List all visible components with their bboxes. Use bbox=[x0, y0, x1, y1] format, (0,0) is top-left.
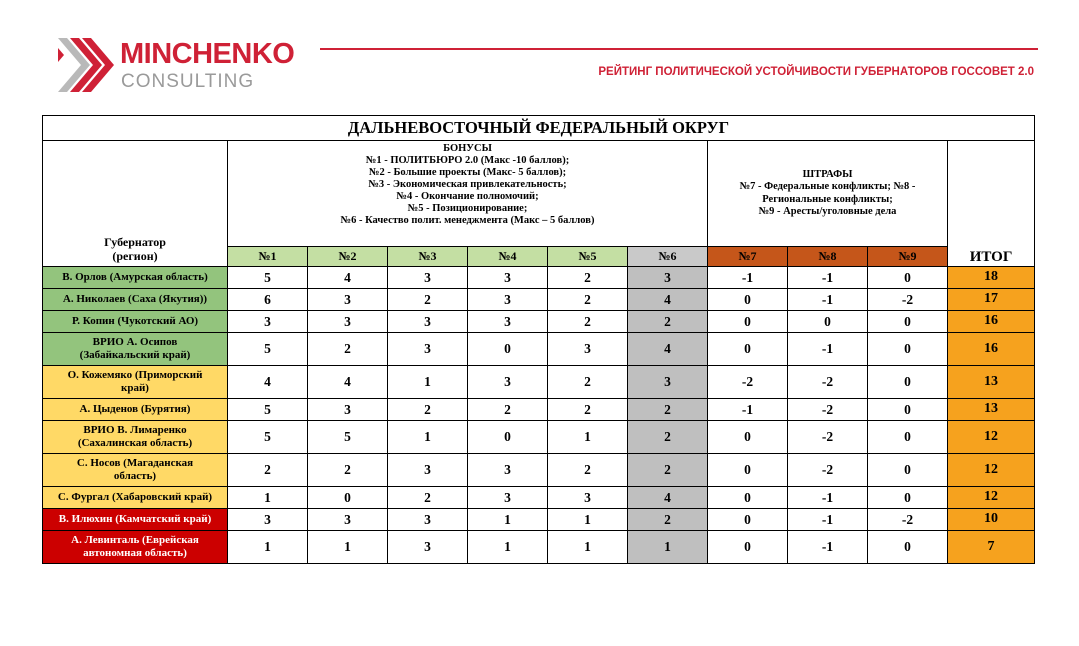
total-cell: 12 bbox=[948, 487, 1035, 509]
score-cell: 2 bbox=[548, 311, 628, 333]
table-row bbox=[43, 399, 1035, 421]
score-cell: 3 bbox=[548, 487, 628, 509]
score-cell: 0 bbox=[868, 487, 948, 509]
governor-cell bbox=[43, 366, 228, 399]
total-cell: 13 bbox=[948, 366, 1035, 399]
score-cell: 0 bbox=[708, 311, 788, 333]
score-cell: 5 bbox=[228, 333, 308, 366]
governor-name-line: ВРИО А. Осипов bbox=[92, 336, 178, 349]
governor-header-line2: (регион) bbox=[112, 249, 158, 264]
score-cell: -1 bbox=[788, 289, 868, 311]
criterion-header-4: №4 bbox=[468, 247, 548, 267]
total-cell: 18 bbox=[948, 267, 1035, 289]
score-cell: 3 bbox=[548, 333, 628, 366]
score-cell: 3 bbox=[308, 509, 388, 531]
score-cell: 0 bbox=[788, 311, 868, 333]
description-line: №9 - Аресты/уголовные дела bbox=[758, 205, 897, 217]
report-title: РЕЙТИНГ ПОЛИТИЧЕСКОЙ УСТОЙЧИВОСТИ ГУБЕРНАТОРОВ ГОССОВЕТ 2.0 bbox=[598, 66, 1034, 78]
score-cell: -2 bbox=[868, 289, 948, 311]
score-cell: 2 bbox=[308, 333, 388, 366]
score-cell: 5 bbox=[228, 421, 308, 454]
score-cell: 4 bbox=[308, 366, 388, 399]
score-cell: 1 bbox=[388, 421, 468, 454]
governor-name-line: край) bbox=[121, 382, 149, 394]
score-cell: 1 bbox=[628, 531, 708, 564]
score-cell: -1 bbox=[708, 267, 788, 289]
total-cell: 16 bbox=[948, 311, 1035, 333]
score-cell: -1 bbox=[788, 509, 868, 531]
table-row bbox=[43, 454, 1035, 487]
rating-table bbox=[42, 115, 1035, 564]
score-cell: 5 bbox=[308, 421, 388, 454]
total-column-header: ИТОГ bbox=[948, 141, 1035, 267]
governor-name-line: ВРИО В. Лимаренко bbox=[83, 424, 187, 437]
score-cell: 0 bbox=[868, 421, 948, 454]
score-cell: 3 bbox=[468, 311, 548, 333]
description-line: №4 - Окончание полномочий; bbox=[396, 191, 539, 203]
governor-name-line: (Забайкальский край) bbox=[79, 349, 191, 361]
governor-cell bbox=[43, 487, 228, 509]
governor-name-line: область) bbox=[113, 470, 157, 482]
score-cell: 5 bbox=[228, 267, 308, 289]
score-cell: 3 bbox=[468, 487, 548, 509]
score-cell: -1 bbox=[788, 531, 868, 564]
logo-stripes-icon bbox=[58, 38, 114, 92]
score-cell: 1 bbox=[228, 487, 308, 509]
score-cell: 3 bbox=[388, 267, 468, 289]
score-cell: 0 bbox=[468, 333, 548, 366]
governor-name-line: С. Носов (Магаданская bbox=[76, 457, 194, 470]
score-cell: 3 bbox=[388, 531, 468, 564]
score-cell: 0 bbox=[708, 487, 788, 509]
score-cell: 2 bbox=[548, 366, 628, 399]
score-cell: 0 bbox=[868, 399, 948, 421]
score-cell: 2 bbox=[388, 289, 468, 311]
score-cell: 1 bbox=[228, 531, 308, 564]
score-cell: 3 bbox=[228, 311, 308, 333]
score-cell: 1 bbox=[468, 509, 548, 531]
total-cell: 10 bbox=[948, 509, 1035, 531]
score-cell: 0 bbox=[708, 531, 788, 564]
total-cell: 13 bbox=[948, 399, 1035, 421]
score-cell: 3 bbox=[388, 333, 468, 366]
score-cell: 3 bbox=[628, 366, 708, 399]
score-cell: 1 bbox=[308, 531, 388, 564]
table-row bbox=[43, 509, 1035, 531]
score-cell: 0 bbox=[868, 366, 948, 399]
description-line: №2 - Большие проекты (Макс- 5 баллов); bbox=[368, 167, 567, 179]
score-cell: 3 bbox=[308, 311, 388, 333]
description-line: №5 - Позиционирование; bbox=[407, 203, 528, 215]
score-cell: 1 bbox=[548, 509, 628, 531]
total-cell: 12 bbox=[948, 421, 1035, 454]
table-row bbox=[43, 333, 1035, 366]
criterion-header-8: №8 bbox=[788, 247, 868, 267]
bonus-description bbox=[228, 141, 708, 247]
table-row bbox=[43, 531, 1035, 564]
score-cell: 2 bbox=[548, 267, 628, 289]
score-cell: 4 bbox=[308, 267, 388, 289]
score-cell: 0 bbox=[868, 531, 948, 564]
score-cell: -2 bbox=[788, 421, 868, 454]
score-cell: 2 bbox=[548, 289, 628, 311]
score-cell: -2 bbox=[868, 509, 948, 531]
governor-cell bbox=[43, 289, 228, 311]
score-cell: -1 bbox=[788, 267, 868, 289]
table-row bbox=[43, 366, 1035, 399]
governor-cell bbox=[43, 267, 228, 289]
score-cell: 0 bbox=[708, 421, 788, 454]
score-cell: 2 bbox=[468, 399, 548, 421]
score-cell: 0 bbox=[708, 509, 788, 531]
score-cell: -1 bbox=[788, 333, 868, 366]
score-cell: -2 bbox=[788, 454, 868, 487]
score-cell: 0 bbox=[308, 487, 388, 509]
governor-header-line1: Губернатор bbox=[104, 235, 166, 250]
header-divider bbox=[320, 48, 1038, 50]
governor-column-header bbox=[43, 141, 228, 267]
governor-rows bbox=[43, 267, 1035, 564]
total-cell: 17 bbox=[948, 289, 1035, 311]
table-row bbox=[43, 267, 1035, 289]
penalty-description bbox=[708, 141, 948, 247]
score-cell: 1 bbox=[548, 421, 628, 454]
criterion-header-1: №1 bbox=[228, 247, 308, 267]
score-cell: 0 bbox=[868, 333, 948, 366]
criterion-header-2: №2 bbox=[308, 247, 388, 267]
description-line: №6 - Качество полит. менеджмента (Макс – 5 баллов) bbox=[340, 215, 595, 227]
governor-cell bbox=[43, 399, 228, 421]
criterion-header-6: №6 bbox=[628, 247, 708, 267]
score-cell: 3 bbox=[308, 289, 388, 311]
score-cell: -2 bbox=[708, 366, 788, 399]
table-row bbox=[43, 289, 1035, 311]
score-cell: 3 bbox=[388, 509, 468, 531]
score-cell: 3 bbox=[228, 509, 308, 531]
score-cell: 2 bbox=[308, 454, 388, 487]
table-row bbox=[43, 421, 1035, 454]
description-line: №3 - Экономическая привлекательность; bbox=[368, 179, 567, 191]
criterion-header-5: №5 bbox=[548, 247, 628, 267]
score-cell: 6 bbox=[228, 289, 308, 311]
score-cell: -2 bbox=[788, 399, 868, 421]
score-cell: -1 bbox=[788, 487, 868, 509]
score-cell: 2 bbox=[628, 421, 708, 454]
score-cell: 2 bbox=[388, 399, 468, 421]
score-cell: 0 bbox=[868, 311, 948, 333]
score-cell: 2 bbox=[628, 509, 708, 531]
score-cell: 1 bbox=[468, 531, 548, 564]
governor-name-line: В. Орлов (Амурская область) bbox=[62, 271, 208, 284]
score-cell: 3 bbox=[468, 366, 548, 399]
table-row bbox=[43, 487, 1035, 509]
score-cell: 2 bbox=[548, 399, 628, 421]
governor-name-line: А. Николаев (Саха (Якутия)) bbox=[62, 293, 208, 306]
governor-name-line: Р. Копин (Чукотский АО) bbox=[71, 315, 199, 328]
governor-name-line: В. Илюхин (Камчатский край) bbox=[58, 513, 212, 526]
governor-cell bbox=[43, 333, 228, 366]
score-cell: 3 bbox=[468, 267, 548, 289]
score-cell: 4 bbox=[228, 366, 308, 399]
description-line: №7 - Федеральные конфликты; №8 - bbox=[739, 181, 916, 193]
description-line: №1 - ПОЛИТБЮРО 2.0 (Макс -10 баллов); bbox=[365, 155, 570, 167]
minchenko-logo bbox=[58, 38, 308, 94]
score-cell: -1 bbox=[708, 399, 788, 421]
governor-name-line: (Сахалинская область) bbox=[77, 437, 193, 449]
score-cell: 2 bbox=[628, 311, 708, 333]
score-cell: 3 bbox=[308, 399, 388, 421]
description-line: ШТРАФЫ bbox=[802, 169, 853, 181]
score-cell: 1 bbox=[548, 531, 628, 564]
criterion-header-9: №9 bbox=[868, 247, 948, 267]
district-title: ДАЛЬНЕВОСТОЧНЫЙ ФЕДЕРАЛЬНЫЙ ОКРУГ bbox=[43, 116, 1035, 141]
governor-name-line: С. Фургал (Хабаровский край) bbox=[57, 491, 213, 504]
score-cell: 2 bbox=[628, 454, 708, 487]
score-cell: 0 bbox=[868, 267, 948, 289]
description-line: Региональные конфликты; bbox=[762, 193, 893, 205]
governor-name-line: автономная область) bbox=[83, 547, 187, 559]
governor-name-line: О. Кожемяко (Приморский bbox=[67, 369, 203, 382]
score-cell: 3 bbox=[388, 311, 468, 333]
governor-cell bbox=[43, 421, 228, 454]
score-cell: -2 bbox=[788, 366, 868, 399]
description-line: БОНУСЫ bbox=[443, 143, 492, 154]
score-cell: 3 bbox=[468, 289, 548, 311]
brand-name: MINCHENKO bbox=[120, 38, 295, 70]
score-cell: 2 bbox=[228, 454, 308, 487]
governor-cell bbox=[43, 311, 228, 333]
score-cell: 0 bbox=[868, 454, 948, 487]
score-cell: 5 bbox=[228, 399, 308, 421]
governor-cell bbox=[43, 454, 228, 487]
criterion-header-7: №7 bbox=[708, 247, 788, 267]
score-cell: 0 bbox=[708, 289, 788, 311]
total-cell: 7 bbox=[948, 531, 1035, 564]
score-cell: 2 bbox=[548, 454, 628, 487]
governor-name-line: А. Цыденов (Бурятия) bbox=[79, 403, 191, 416]
brand-subtitle: CONSULTING bbox=[121, 71, 255, 92]
score-cell: 0 bbox=[468, 421, 548, 454]
score-cell: 4 bbox=[628, 487, 708, 509]
criterion-header-3: №3 bbox=[388, 247, 468, 267]
score-cell: 0 bbox=[708, 454, 788, 487]
score-cell: 3 bbox=[628, 267, 708, 289]
score-cell: 4 bbox=[628, 289, 708, 311]
score-cell: 3 bbox=[468, 454, 548, 487]
score-cell: 1 bbox=[388, 366, 468, 399]
governor-name-line: А. Левинталь (Еврейская bbox=[71, 534, 199, 547]
score-cell: 4 bbox=[628, 333, 708, 366]
total-cell: 16 bbox=[948, 333, 1035, 366]
governor-cell bbox=[43, 531, 228, 564]
score-cell: 0 bbox=[708, 333, 788, 366]
table-row bbox=[43, 311, 1035, 333]
total-cell: 12 bbox=[948, 454, 1035, 487]
score-cell: 2 bbox=[628, 399, 708, 421]
governor-cell bbox=[43, 509, 228, 531]
score-cell: 3 bbox=[388, 454, 468, 487]
score-cell: 2 bbox=[388, 487, 468, 509]
